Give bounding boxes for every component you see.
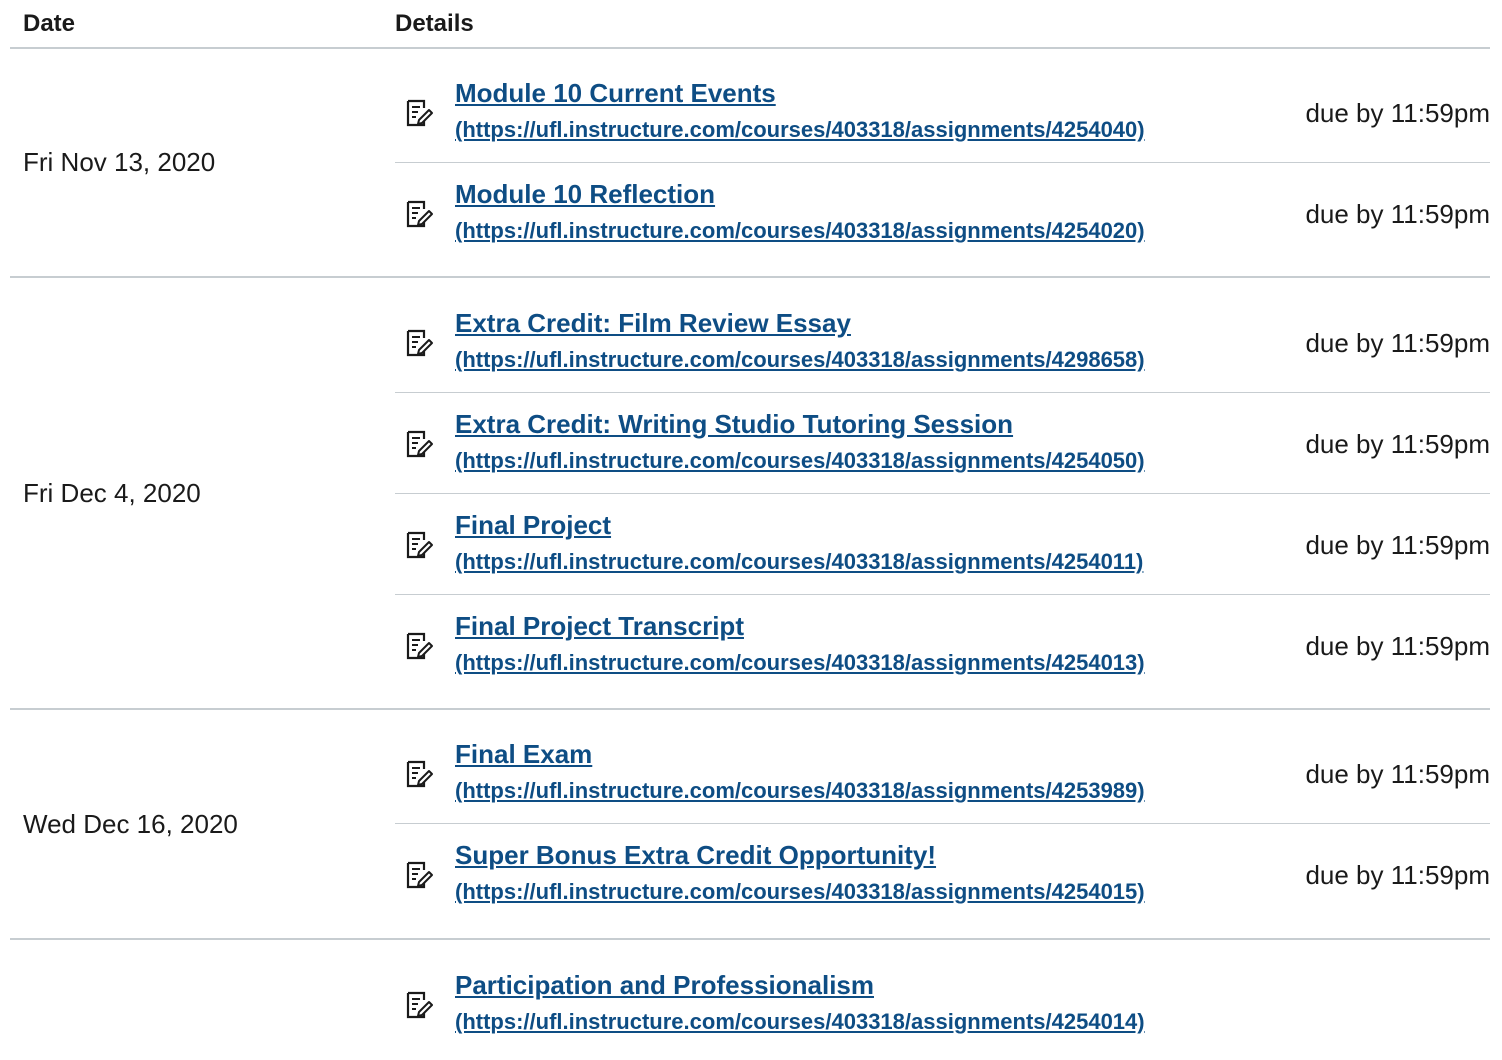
assignment-icon xyxy=(404,631,434,661)
assignment-url-link[interactable]: (https://ufl.instructure.com/courses/403318/assignments/4254014) xyxy=(455,1009,1145,1034)
assignment-row xyxy=(395,824,1490,924)
group-date: Fri Dec 4, 2020 xyxy=(23,477,201,508)
due-time: due by 11:59pm xyxy=(1305,860,1490,890)
due-time: due by 11:59pm xyxy=(1305,328,1490,358)
assignment-row xyxy=(395,595,1490,695)
assignment-icon xyxy=(404,98,434,128)
assignment-url-link[interactable]: (https://ufl.instructure.com/courses/403318/assignments/4254040) xyxy=(455,117,1145,142)
assignment-url-link[interactable]: (https://ufl.instructure.com/courses/403318/assignments/4254013) xyxy=(455,650,1145,675)
due-time: due by 11:59pm xyxy=(1305,759,1490,789)
assignment-url-link[interactable]: (https://ufl.instructure.com/courses/403318/assignments/4254050) xyxy=(455,448,1145,473)
assignment-url-link[interactable]: (https://ufl.instructure.com/courses/403318/assignments/4254020) xyxy=(455,218,1145,243)
date-group xyxy=(10,710,1490,940)
assignment-url-link[interactable]: (https://ufl.instructure.com/courses/403318/assignments/4253989) xyxy=(455,778,1145,803)
assignment-row xyxy=(395,494,1490,595)
assignment-row xyxy=(395,393,1490,494)
due-time: due by 11:59pm xyxy=(1305,98,1490,128)
assignment-icon xyxy=(404,759,434,789)
group-date: Wed Dec 16, 2020 xyxy=(23,808,238,839)
assignment-title-link[interactable]: Participation and Professionalism xyxy=(455,970,874,1000)
course-schedule-table xyxy=(10,0,1490,1060)
assignment-title-link[interactable]: Extra Credit: Film Review Essay xyxy=(455,308,851,338)
assignment-title-link[interactable]: Final Project Transcript xyxy=(455,611,744,641)
assignment-row xyxy=(395,292,1490,393)
assignment-title-link[interactable]: Final Project xyxy=(455,510,612,540)
assignment-title-link[interactable]: Module 10 Current Events xyxy=(455,78,776,108)
date-group xyxy=(10,278,1490,710)
assignment-url-link[interactable]: (https://ufl.instructure.com/courses/403318/assignments/4254011) xyxy=(455,549,1144,574)
table-header xyxy=(10,0,1490,49)
date-column-header: Date xyxy=(23,10,76,37)
due-time: due by 11:59pm xyxy=(1305,199,1490,229)
date-group xyxy=(10,49,1490,278)
assignment-title-link[interactable]: Module 10 Reflection xyxy=(455,179,716,209)
assignment-title-link[interactable]: Extra Credit: Writing Studio Tutoring Session xyxy=(455,409,1014,439)
assignment-row xyxy=(395,723,1490,824)
date-group xyxy=(10,940,1490,1060)
group-date xyxy=(10,940,395,1060)
assignment-icon xyxy=(404,990,434,1020)
assignment-icon xyxy=(404,328,434,358)
due-time: due by 11:59pm xyxy=(1305,530,1490,560)
assignment-url-link[interactable]: (https://ufl.instructure.com/courses/403318/assignments/4298658) xyxy=(455,347,1145,372)
due-time: due by 11:59pm xyxy=(1305,429,1490,459)
assignment-row xyxy=(395,954,1490,1054)
assignment-title-link[interactable]: Super Bonus Extra Credit Opportunity! xyxy=(455,840,937,870)
assignment-row xyxy=(395,62,1490,163)
assignment-url-link[interactable]: (https://ufl.instructure.com/courses/403318/assignments/4254015) xyxy=(455,879,1145,904)
assignment-row xyxy=(395,163,1490,263)
assignment-title-link[interactable]: Final Exam xyxy=(455,739,593,769)
assignment-icon xyxy=(404,199,434,229)
details-column-header: Details xyxy=(395,10,474,37)
assignment-icon xyxy=(404,860,434,890)
group-date: Fri Nov 13, 2020 xyxy=(23,147,216,177)
due-time: due by 11:59pm xyxy=(1305,631,1490,661)
assignment-icon xyxy=(404,530,434,560)
assignment-icon xyxy=(404,429,434,459)
